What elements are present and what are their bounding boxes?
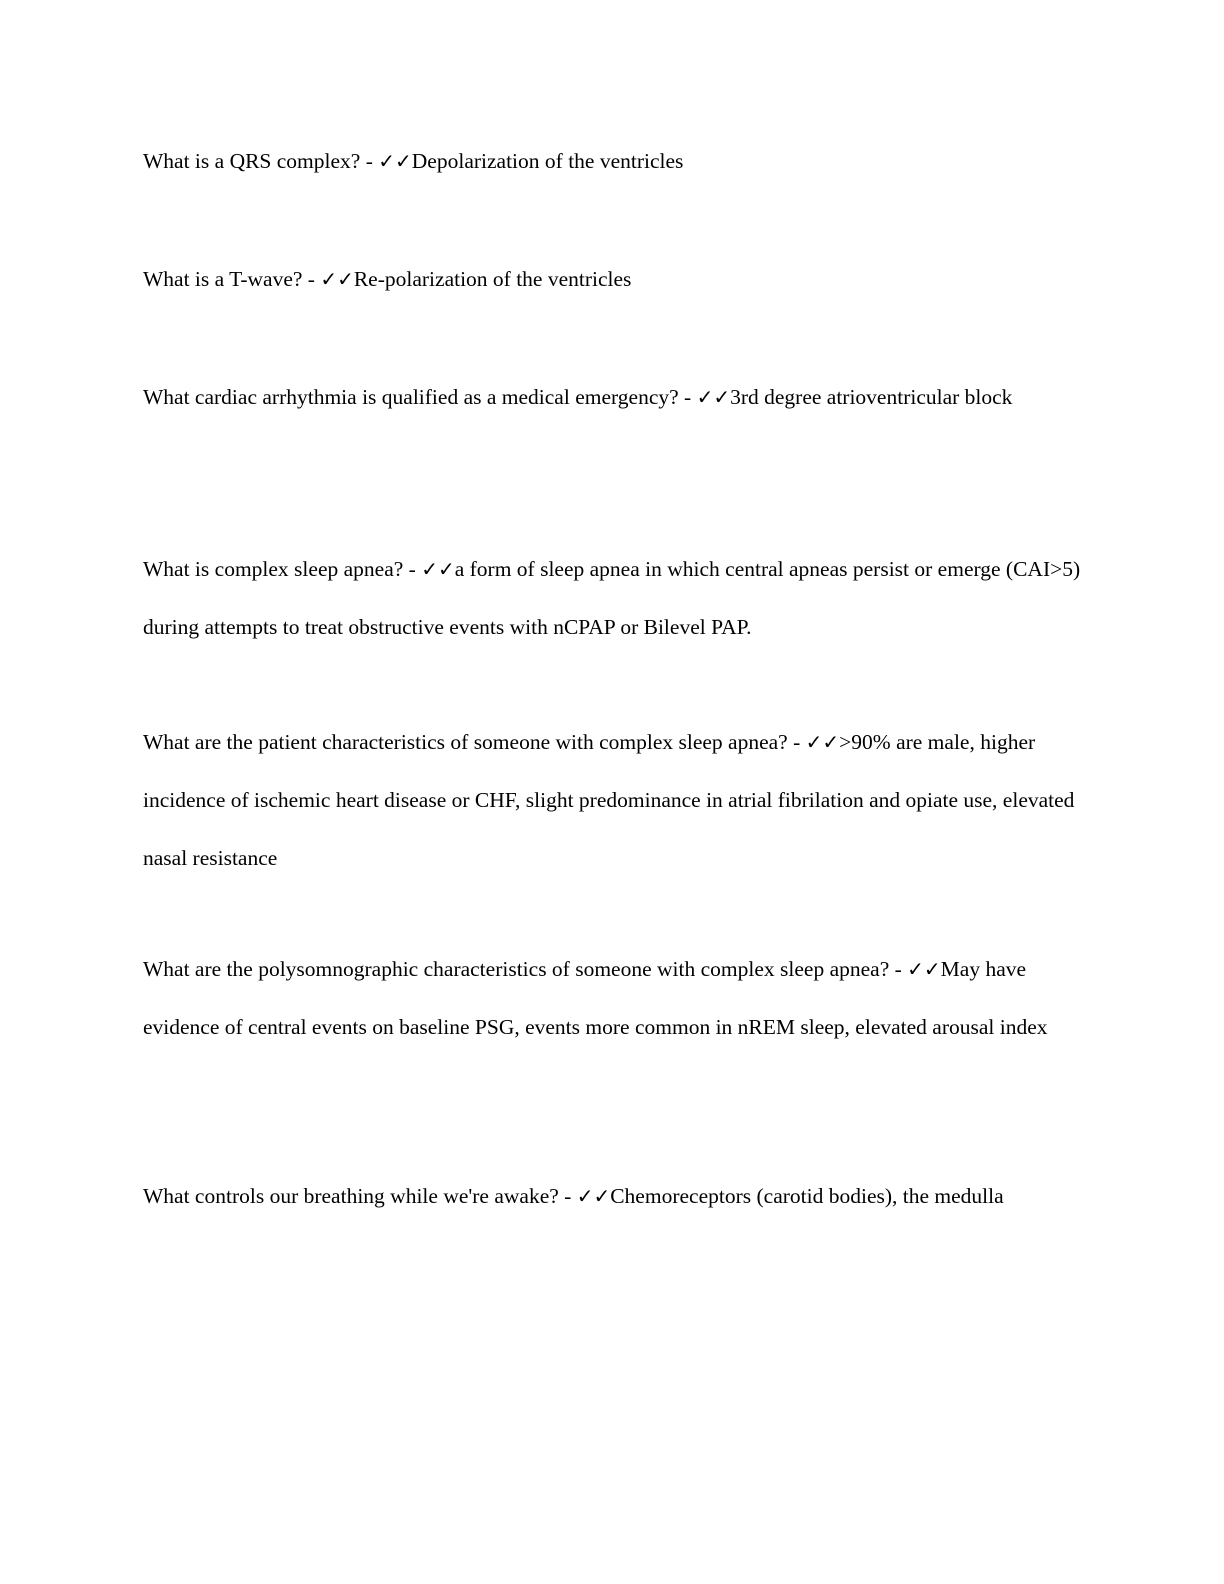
- qa-item: [143, 368, 1083, 426]
- answer-text: Chemoreceptors (carotid bodies), the medulla: [610, 1184, 1004, 1208]
- question-text: What is a QRS complex? -: [143, 149, 379, 173]
- question-text: What are the polysomnographic characteristics of someone with complex sleep apnea? -: [143, 957, 908, 981]
- answer-text: a form of sleep apnea in which central apneas persist or emerge (CAI>5) during attempts to treat obstructive events with nCPAP or Bilevel PAP.: [143, 557, 1081, 639]
- question-text: What are the patient characteristics of someone with complex sleep apnea? -: [143, 730, 806, 754]
- qa-item: [143, 250, 1083, 308]
- qa-paragraph: [143, 713, 1083, 887]
- qa-item: [143, 713, 1083, 887]
- qa-item: [143, 1167, 1083, 1225]
- qa-paragraph: [143, 940, 1083, 1056]
- qa-item: [143, 940, 1083, 1056]
- question-text: What is a T-wave? -: [143, 267, 321, 291]
- qa-paragraph: [143, 1167, 1083, 1225]
- qa-paragraph: [143, 132, 1083, 190]
- answer-text: Depolarization of the ventricles: [411, 149, 684, 173]
- double-check-icon: ✓✓: [576, 1184, 611, 1208]
- question-text: What controls our breathing while we're awake? -: [143, 1184, 577, 1208]
- qa-paragraph: [143, 250, 1083, 308]
- qa-item: [143, 132, 1083, 190]
- answer-text: 3rd degree atrioventricular block: [730, 385, 1013, 409]
- double-check-icon: ✓✓: [696, 385, 731, 409]
- qa-paragraph: [143, 540, 1083, 656]
- answer-text: >90% are male, higher incidence of ischemic heart disease or CHF, slight predominance in atrial fibrilation and opiate use, elevated nasal resistance: [143, 730, 1075, 870]
- double-check-icon: ✓✓: [907, 957, 941, 981]
- answer-text: May have evidence of central events on baseline PSG, events more common in nREM sleep, elevated arousal index: [143, 957, 1048, 1039]
- qa-paragraph: [143, 368, 1083, 426]
- double-check-icon: ✓✓: [805, 730, 840, 754]
- question-text: What cardiac arrhythmia is qualified as a medical emergency? -: [143, 385, 697, 409]
- double-check-icon: ✓✓: [320, 267, 354, 291]
- answer-text: Re-polarization of the ventricles: [353, 267, 632, 291]
- qa-item: [143, 540, 1083, 656]
- double-check-icon: ✓✓: [421, 557, 455, 581]
- double-check-icon: ✓✓: [378, 149, 412, 173]
- question-text: What is complex sleep apnea? -: [143, 557, 422, 581]
